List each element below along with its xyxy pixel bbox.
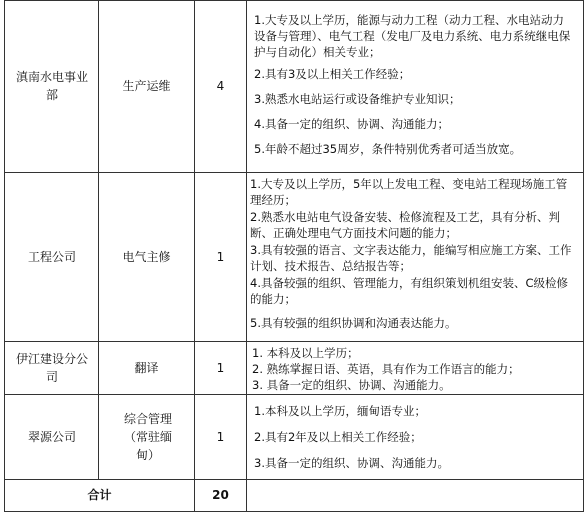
grid-line <box>4 511 584 512</box>
requirement-item: 4.具备较强的组织、管理能力，有组织策划机组安装、C级检修的能力； <box>250 276 568 306</box>
requirement-item: 2. 熟练掌握日语、英语，具有作为工作语言的能力； <box>252 362 520 376</box>
total-label: 合计 <box>87 488 112 502</box>
requirement-item: 2.具有3及以上相关工作经验； <box>254 67 411 81</box>
requirement-item: 1.大专及以上学历，5年以上发电工程、变电站工程现场施工管理经历； <box>250 177 568 207</box>
company-name: 翠源公司 <box>27 429 76 444</box>
requirement-item: 3.具备一定的组织、协调、沟通能力。 <box>254 456 449 470</box>
position-name: 电气主修 <box>122 249 171 264</box>
grid-line <box>4 0 5 512</box>
requirements-cell <box>252 345 578 393</box>
requirement-item: 2.熟悉水电站电气设备安装、检修流程及工艺，具有分析、判断、正确处理电气方面技术问题的能力； <box>250 210 560 240</box>
grid-line <box>583 0 584 512</box>
headcount: 1 <box>216 360 225 375</box>
position-cell <box>99 341 194 394</box>
requirement-item: 1. 本科及以上学历； <box>252 346 359 360</box>
company-cell <box>14 0 90 172</box>
requirement-item: 5.具有较强的组织协调和沟通表达能力。 <box>250 316 457 330</box>
grid-line <box>4 0 584 1</box>
requirement-item: 1.大专及以上学历，能源与动力工程（动力工程、水电站动力设备与管理）、电气工程（发电厂及电力系统、电力系统继电保护与自动化）相关专业； <box>254 13 571 59</box>
requirement-item: 4.具备一定的组织、协调、沟通能力； <box>254 117 449 131</box>
headcount: 4 <box>216 79 225 93</box>
company-cell <box>14 394 90 479</box>
requirement-item: 5.年龄不超过35周岁，条件特别优秀者可适当放宽。 <box>254 142 522 156</box>
grid-line <box>4 172 584 173</box>
position-name: 翻译 <box>134 360 159 375</box>
grid-line <box>4 341 584 342</box>
total-count-cell <box>195 479 246 511</box>
position-cell <box>99 172 194 341</box>
position-cell <box>99 0 194 172</box>
total-count: 20 <box>212 488 229 502</box>
requirement-item: 3. 具备一定的组织、协调、沟通能力。 <box>252 378 451 392</box>
headcount-cell <box>195 341 246 394</box>
company-cell <box>14 172 90 341</box>
grid-line <box>246 0 247 512</box>
requirement-item: 1.本科及以上学历，缅甸语专业； <box>254 404 426 418</box>
company-cell <box>14 341 90 394</box>
requirements-cell <box>254 12 574 157</box>
requirements-cell <box>250 176 576 331</box>
headcount-cell <box>195 0 246 172</box>
position-name: 综合管理（常驻缅甸） <box>123 411 172 462</box>
requirement-item: 2.具有2年及以上相关工作经验； <box>254 430 422 444</box>
headcount-cell <box>195 172 246 341</box>
headcount-cell <box>195 394 246 479</box>
headcount: 1 <box>216 249 225 264</box>
company-name: 工程公司 <box>27 249 76 264</box>
requirements-cell <box>254 403 574 471</box>
company-name: 伊江建设分公司 <box>15 351 88 384</box>
requirement-item: 3.具有较强的语言、文字表达能力，能编写相应施工方案、工作计划、技术报告、总结报告等； <box>250 243 572 273</box>
position-cell <box>116 394 180 479</box>
grid-line <box>4 394 584 395</box>
headcount: 1 <box>216 429 225 444</box>
requirement-item: 3.熟悉水电站运行或设备维护专业知识； <box>254 92 461 106</box>
company-name: 滇南水电事业部 <box>15 70 88 102</box>
position-name: 生产运维 <box>122 79 171 93</box>
total-label-cell <box>5 479 194 511</box>
